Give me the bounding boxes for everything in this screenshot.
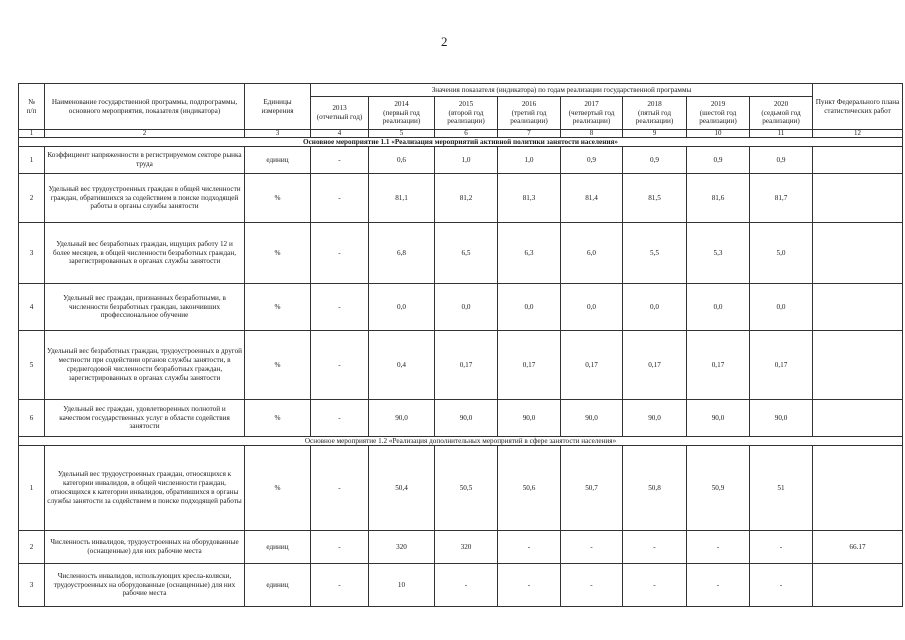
unit-cell: % <box>245 400 311 437</box>
value-cell: 90,0 <box>750 400 813 437</box>
value-cell: 81,3 <box>498 174 561 223</box>
header-name: Наименование государственной программы, подпрограммы, основного мероприятия, показателя (индикатора) <box>45 84 245 130</box>
value-cell: 10 <box>369 564 435 607</box>
value-cell: 5,5 <box>623 223 687 284</box>
value-cell: 81,2 <box>435 174 498 223</box>
value-cell: 0,4 <box>369 331 435 400</box>
indicator-name: Численность инвалидов, трудоустроенных на оборудованные (оснащенные) для них рабочие места <box>45 531 245 564</box>
plan-cell <box>813 284 903 331</box>
indicator-name: Удельный вес трудоустроенных граждан, относящихся к категории инвалидов, в общей численности граждан, относящихся к категории инвалидов, обратившихся в органы службы занятости за содействием в поиске подходящей работы <box>45 446 245 531</box>
value-cell: - <box>311 223 369 284</box>
plan-cell <box>813 400 903 437</box>
value-cell: - <box>311 284 369 331</box>
column-index: 10 <box>687 130 750 138</box>
row-number: 1 <box>19 446 45 531</box>
section-header-row <box>19 437 903 446</box>
value-cell: 90,0 <box>687 400 750 437</box>
value-cell: 0,17 <box>687 331 750 400</box>
column-index: 7 <box>498 130 561 138</box>
indicator-name: Удельный вес трудоустроенных граждан в общей численности граждан, обратившихся за содействием в поиске подходящей работы в органы службы занятости <box>45 174 245 223</box>
value-cell: 0,0 <box>623 284 687 331</box>
unit-cell: единиц <box>245 531 311 564</box>
table-row <box>19 223 903 284</box>
column-index: 1 <box>19 130 45 138</box>
value-cell: 81,4 <box>561 174 623 223</box>
header-year: 2018 (пятый год реализации) <box>623 97 687 130</box>
column-index: 12 <box>813 130 903 138</box>
value-cell: 6,5 <box>435 223 498 284</box>
header-year: 2020 (седьмой год реализации) <box>750 97 813 130</box>
value-cell: - <box>311 564 369 607</box>
value-cell: 90,0 <box>498 400 561 437</box>
value-cell: 50,4 <box>369 446 435 531</box>
unit-cell: % <box>245 446 311 531</box>
row-number: 3 <box>19 223 45 284</box>
value-cell: 320 <box>435 531 498 564</box>
section-title: Основное мероприятие 1.1 «Реализация мероприятий активной политики занятости населения» <box>19 138 903 147</box>
column-index: 3 <box>245 130 311 138</box>
row-number: 2 <box>19 531 45 564</box>
value-cell: 90,0 <box>561 400 623 437</box>
value-cell: - <box>498 564 561 607</box>
value-cell: - <box>623 564 687 607</box>
value-cell: - <box>311 400 369 437</box>
plan-cell <box>813 174 903 223</box>
column-index-row <box>19 130 903 138</box>
plan-cell <box>813 223 903 284</box>
table-row <box>19 400 903 437</box>
table-row <box>19 331 903 400</box>
value-cell: 0,6 <box>369 147 435 174</box>
unit-cell: % <box>245 174 311 223</box>
header-year: 2017 (четвертый год реализации) <box>561 97 623 130</box>
value-cell: - <box>687 564 750 607</box>
value-cell: 50,9 <box>687 446 750 531</box>
column-index: 6 <box>435 130 498 138</box>
value-cell: 50,8 <box>623 446 687 531</box>
value-cell: 90,0 <box>369 400 435 437</box>
value-cell: 1,0 <box>498 147 561 174</box>
header-plan: Пункт Федерального плана статистических работ <box>813 84 903 130</box>
indicators-table <box>18 83 903 607</box>
value-cell: - <box>561 531 623 564</box>
row-number: 3 <box>19 564 45 607</box>
value-cell: 90,0 <box>435 400 498 437</box>
value-cell: - <box>750 564 813 607</box>
value-cell: 6,8 <box>369 223 435 284</box>
value-cell: 81,1 <box>369 174 435 223</box>
indicator-name: Удельный вес безработных граждан, трудоустроенных в другой местности при содействии органов службы занятости, в среднегодовой численности безработных граждан, зарегистрированных в органах службы занятости <box>45 331 245 400</box>
value-cell: 0,0 <box>498 284 561 331</box>
value-cell: 6,0 <box>561 223 623 284</box>
value-cell: 51 <box>750 446 813 531</box>
column-index: 4 <box>311 130 369 138</box>
row-number: 1 <box>19 147 45 174</box>
value-cell: 0,0 <box>561 284 623 331</box>
value-cell: - <box>311 531 369 564</box>
plan-cell <box>813 147 903 174</box>
value-cell: 320 <box>369 531 435 564</box>
section-title: Основное мероприятие 1.2 «Реализация дополнительных мероприятий в сфере занятости населения» <box>19 437 903 446</box>
value-cell: 50,7 <box>561 446 623 531</box>
value-cell: - <box>311 147 369 174</box>
indicator-name: Удельный вес граждан, признанных безработными, в численности безработных граждан, закончивших профессиональное обучение <box>45 284 245 331</box>
value-cell: 0,17 <box>750 331 813 400</box>
value-cell: 81,6 <box>687 174 750 223</box>
indicator-name: Удельный вес граждан, удовлетворенных полнотой и качеством государственных услуг в области содействия занятости <box>45 400 245 437</box>
value-cell: - <box>623 531 687 564</box>
value-cell: 0,17 <box>498 331 561 400</box>
value-cell: - <box>311 331 369 400</box>
row-number: 2 <box>19 174 45 223</box>
column-index: 9 <box>623 130 687 138</box>
header-unit: Единицы измерения <box>245 84 311 130</box>
row-number: 6 <box>19 400 45 437</box>
value-cell: 81,5 <box>623 174 687 223</box>
value-cell: 81,7 <box>750 174 813 223</box>
value-cell: 0,0 <box>435 284 498 331</box>
indicator-name: Удельный вес безработных граждан, ищущих работу 12 и более месяцев, в общей численности безработных граждан, зарегистрированных в органах службы занятости <box>45 223 245 284</box>
value-cell: 6,3 <box>498 223 561 284</box>
unit-cell: % <box>245 284 311 331</box>
value-cell: 50,6 <box>498 446 561 531</box>
value-cell: 1,0 <box>435 147 498 174</box>
unit-cell: единиц <box>245 147 311 174</box>
table-row <box>19 446 903 531</box>
header-year: 2019 (шестой год реализации) <box>687 97 750 130</box>
value-cell: - <box>435 564 498 607</box>
value-cell: 5,0 <box>750 223 813 284</box>
plan-cell <box>813 331 903 400</box>
value-cell: 0,9 <box>623 147 687 174</box>
plan-cell: 66.17 <box>813 531 903 564</box>
header-year: 2014 (первый год реализации) <box>369 97 435 130</box>
value-cell: 0,17 <box>623 331 687 400</box>
value-cell: 50,5 <box>435 446 498 531</box>
table-row <box>19 147 903 174</box>
header-num: № п/п <box>19 84 45 130</box>
plan-cell <box>813 446 903 531</box>
unit-cell: % <box>245 223 311 284</box>
header-year: 2015 (второй год реализации) <box>435 97 498 130</box>
value-cell: - <box>561 564 623 607</box>
value-cell: 0,9 <box>750 147 813 174</box>
row-number: 4 <box>19 284 45 331</box>
unit-cell: % <box>245 331 311 400</box>
indicator-name: Численность инвалидов, использующих кресла-коляски, трудоустроенных на оборудованные (оснащенные) для них рабочие места <box>45 564 245 607</box>
column-index: 5 <box>369 130 435 138</box>
header-year: 2016 (третий год реализации) <box>498 97 561 130</box>
value-cell: 5,3 <box>687 223 750 284</box>
table-row <box>19 531 903 564</box>
table-row <box>19 564 903 607</box>
value-cell: 0,17 <box>561 331 623 400</box>
column-index: 8 <box>561 130 623 138</box>
value-cell: - <box>311 446 369 531</box>
indicator-name: Коэффициент напряженности в регистрируемом секторе рынка труда <box>45 147 245 174</box>
value-cell: 0,0 <box>750 284 813 331</box>
row-number: 5 <box>19 331 45 400</box>
header-year: 2013 (отчетный год) <box>311 97 369 130</box>
value-cell: 0,9 <box>687 147 750 174</box>
column-index: 11 <box>750 130 813 138</box>
column-index: 2 <box>45 130 245 138</box>
table-row <box>19 174 903 223</box>
unit-cell: единиц <box>245 564 311 607</box>
value-cell: 0,0 <box>369 284 435 331</box>
value-cell: - <box>687 531 750 564</box>
value-cell: - <box>311 174 369 223</box>
value-cell: 90,0 <box>623 400 687 437</box>
page-number: 2 <box>441 34 448 49</box>
value-cell: 0,17 <box>435 331 498 400</box>
value-cell: 0,0 <box>687 284 750 331</box>
header-values-group: Значения показателя (индикатора) по годам реализации государственной программы <box>311 84 813 97</box>
section-header-row <box>19 138 903 147</box>
value-cell: - <box>498 531 561 564</box>
table-row <box>19 284 903 331</box>
plan-cell <box>813 564 903 607</box>
value-cell: 0,9 <box>561 147 623 174</box>
value-cell: - <box>750 531 813 564</box>
